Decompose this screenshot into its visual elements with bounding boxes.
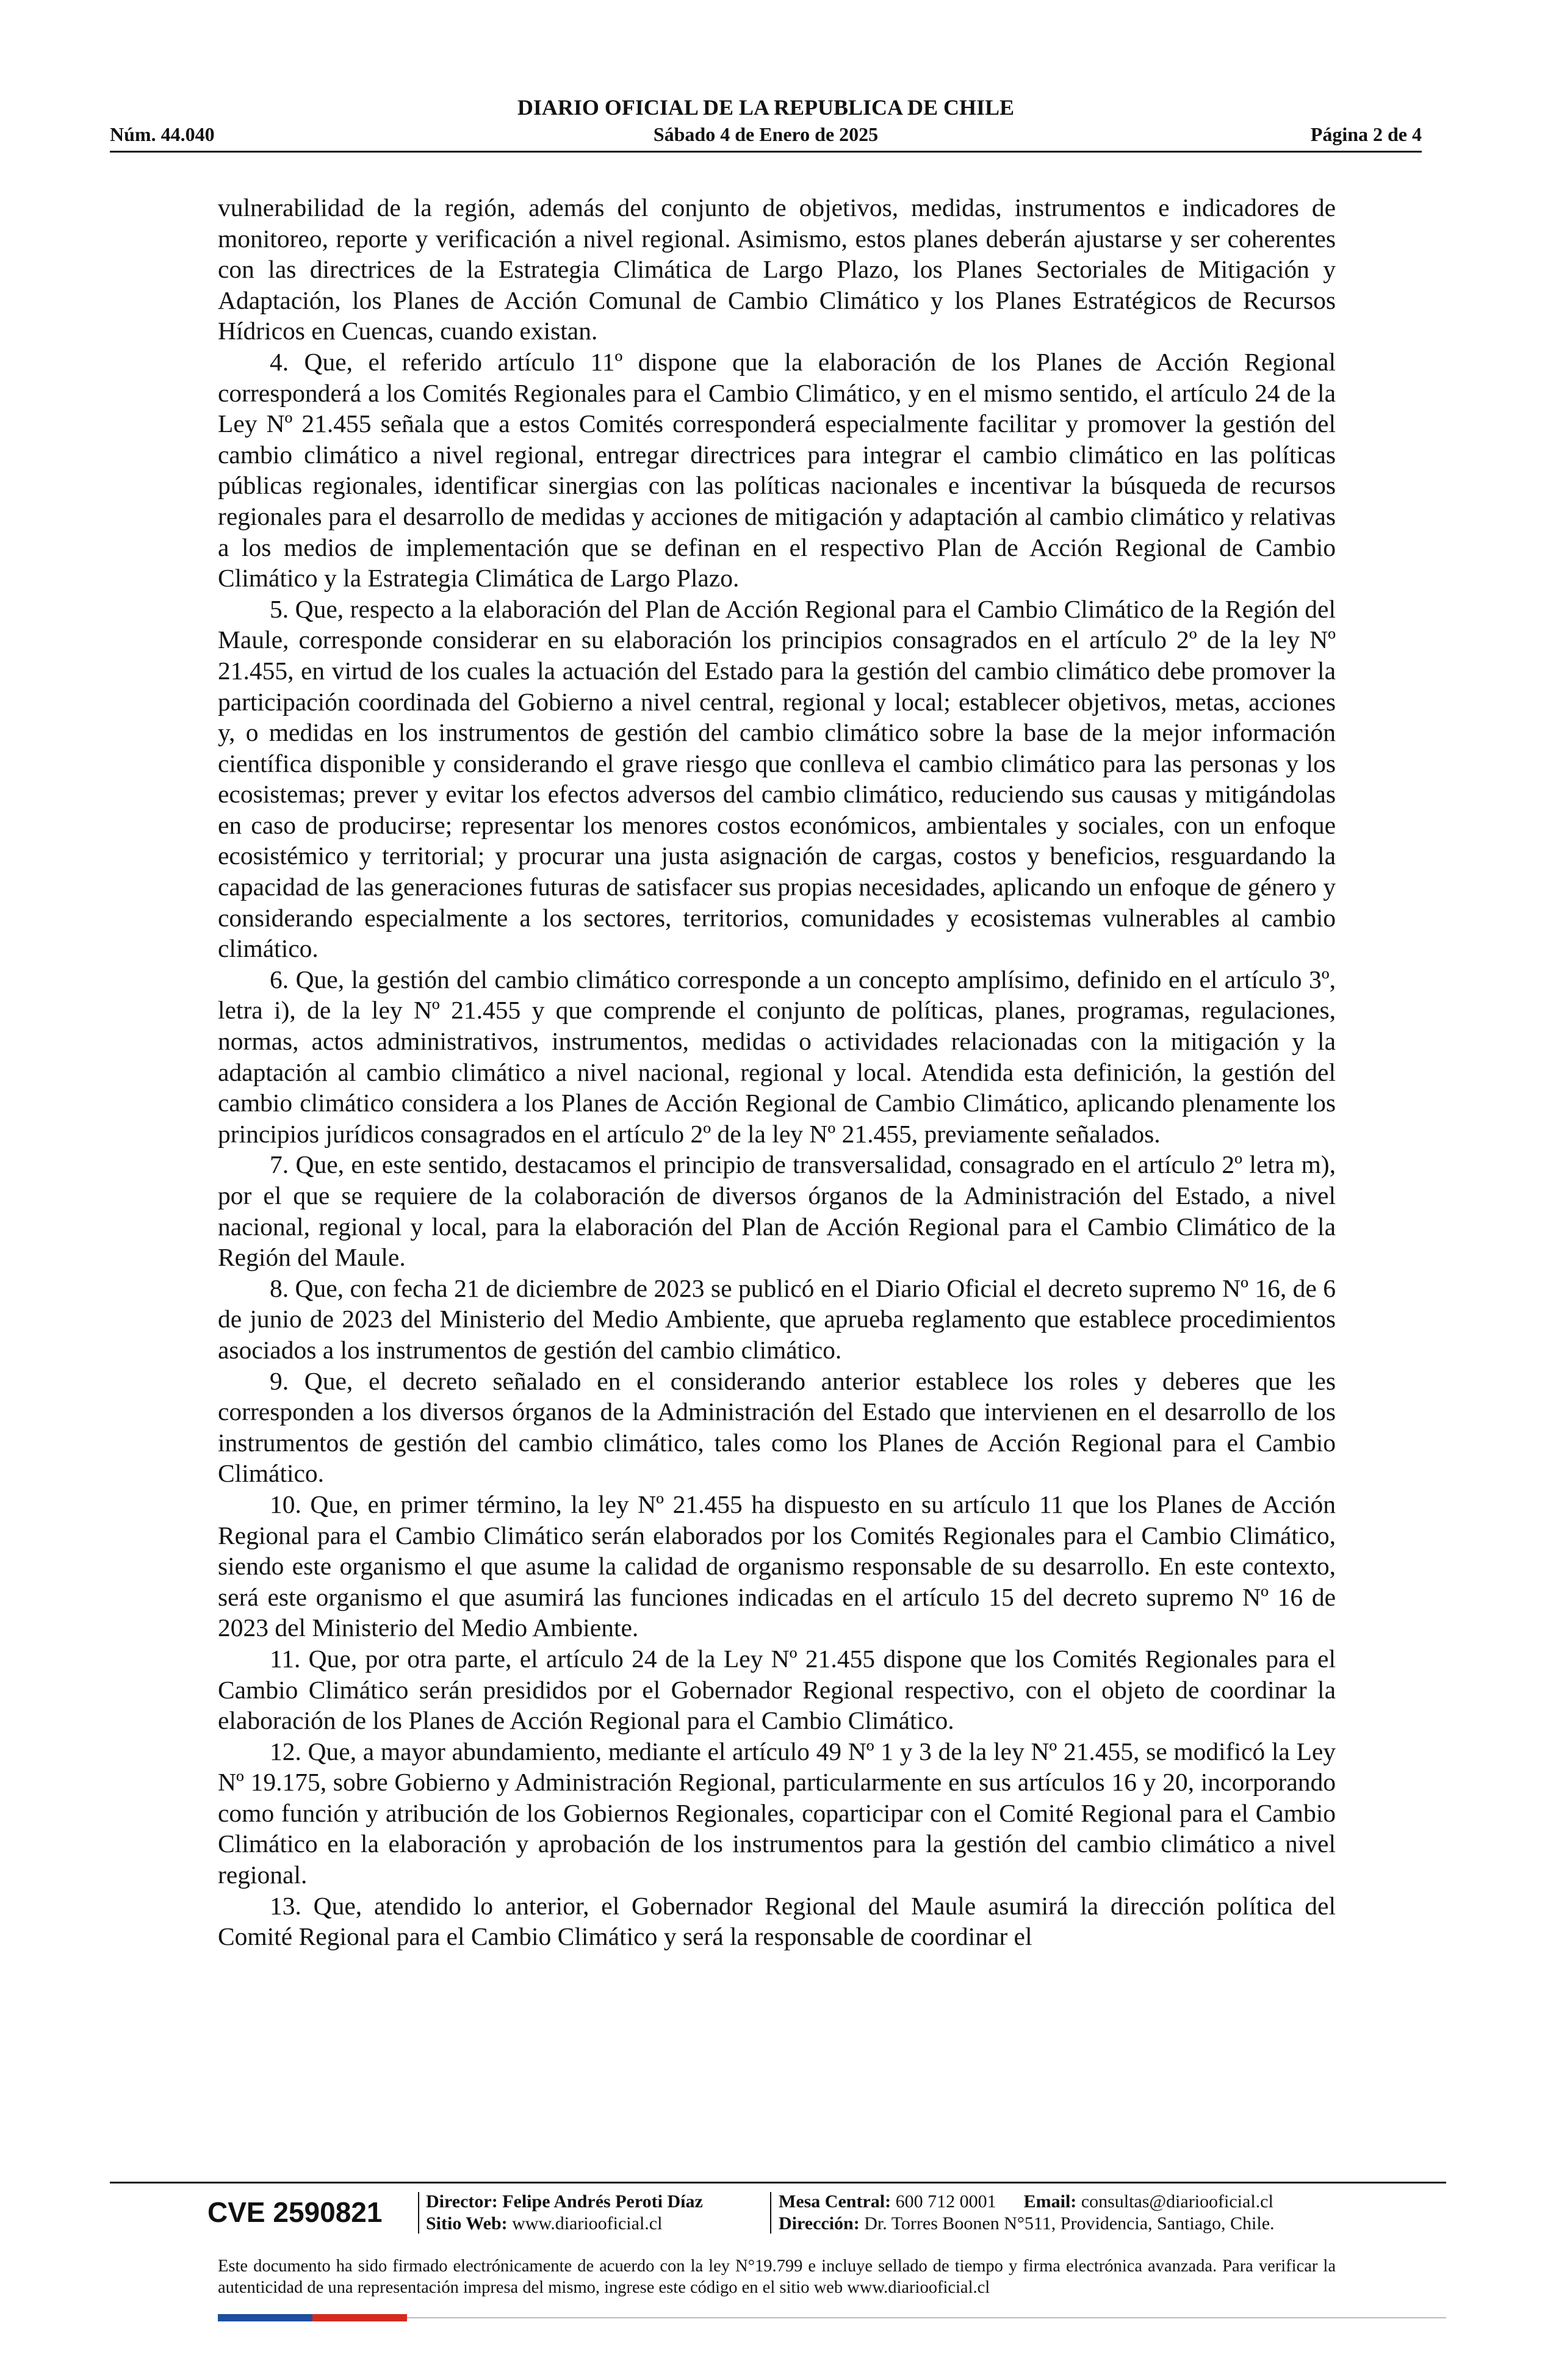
footer-divider (110, 2182, 1446, 2183)
mesa-phone: 600 712 0001 (895, 2191, 996, 2212)
paragraph-considerando-11: 11. Que, por otra parte, el artículo 24 de la Ley Nº 21.455 dispone que los Comités Regionales para el Cambio Climático serán presididos por el Gobernador Regional respectivo, con el objeto de coordinar la elaboración de los Planes de Acción Regional para el Cambio Climático. (218, 1644, 1336, 1735)
mesa-label: Mesa Central: (779, 2191, 891, 2212)
email-label: Email: (1023, 2191, 1077, 2212)
address-value: Dr. Torres Boonen N°511, Providencia, Santiago, Chile. (864, 2213, 1275, 2234)
paragraph-continued: vulnerabilidad de la región, además del conjunto de objetivos, medidas, instrumentos e indicadores de monitoreo, reporte y verificación a nivel regional. Asimismo, estos planes deberán ajustarse y ser coherentes con las directrices de la Estrategia Climática de Largo Plazo, los Planes Sectoriales de Mitigación y Adaptación, los Planes de Acción Comunal de Cambio Climático y los Planes Estratégicos de Recursos Hídricos en Cuencas, cuando existan. (218, 193, 1336, 345)
paragraph-considerando-4: 4. Que, el referido artículo 11º dispone que la elaboración de los Planes de Acción Regional corresponderá a los Comités Regionales para el Cambio Climático, y en el mismo sentido, el artículo 24 de la Ley Nº 21.455 señala que a estos Comités corresponderá especialmente facilitar y promover la gestión del cambio climático a nivel regional, entregar directrices para integrar el cambio climático en las políticas públicas regionales, identificar sinergias con las políticas nacionales e incentivar la búsqueda de recursos regionales para el desarrollo de medidas y acciones de mitigación y adaptación al cambio climático y relativas a los medios de implementación que se definan en el respectivo Plan de Acción Regional de Cambio Climático y la Estrategia Climática de Largo Plazo. (218, 347, 1336, 593)
paragraph-considerando-9: 9. Que, el decreto señalado en el considerando anterior establece los roles y deberes que les corresponden a los diversos órganos de la Administración del Estado que intervienen en el desarrollo de los instrumentos de gestión del cambio climático, tales como los Planes de Acción Regional para el Cambio Climático. (218, 1366, 1336, 1488)
footer-contact-block (779, 2191, 1275, 2235)
page-header (110, 95, 1422, 153)
cve-code: CVE 2590821 (207, 2196, 383, 2228)
paragraph-considerando-6: 6. Que, la gestión del cambio climático corresponde a un concepto amplísimo, definido en el artículo 3º, letra i), de la ley Nº 21.455 y que comprende el conjunto de políticas, planes, programas, regulaciones, normas, actos administrativos, instrumentos, medidas o actividades relacionadas con la mitigación y la adaptación al cambio climático a nivel nacional, regional y local. Atendida esta definición, la gestión del cambio climático considera a los Planes de Acción Regional de Cambio Climático, aplicando plenamente los principios jurídicos consagrados en el artículo 2º de la ley Nº 21.455, previamente señalados. (218, 965, 1336, 1148)
issue-number: Núm. 44.040 (110, 123, 215, 145)
flag-red-segment (312, 2314, 407, 2321)
publication-title: DIARIO OFICIAL DE LA REPUBLICA DE CHILE (517, 95, 1015, 120)
paragraph-considerando-13: 13. Que, atendido lo anterior, el Gobernador Regional del Maule asumirá la dirección política del Comité Regional para el Cambio Climático y será la responsable de coordinar el (218, 1891, 1336, 1951)
paragraph-considerando-5: 5. Que, respecto a la elaboración del Plan de Acción Regional para el Cambio Climático de la Región del Maule, corresponde considerar en su elaboración los principios consagrados en el artículo 2º de la ley Nº 21.455, en virtud de los cuales la actuación del Estado para la gestión del cambio climático debe promover la participación coordinada del Gobierno a nivel central, regional y local; establecer objetivos, metas, acciones y, o medidas en los instrumentos de gestión del cambio climático sobre la base de la mejor información científica disponible y considerando el grave riesgo que conlleva el cambio climático para las personas y los ecosistemas; prever y evitar los efectos adversos del cambio climático, reduciendo sus causas y mitigándolas en caso de producirse; representar los menores costos económicos, ambientales y sociales, con un enfoque ecosistémico y territorial; y procurar una justa asignación de cargas, costos y beneficios, resguardando la capacidad de las generaciones futuras de satisfacer sus propias necesidades, aplicando un enfoque de género y considerando especialmente a los sectores, territorios, comunidades y ecosistemas vulnerables al cambio climático. (218, 594, 1336, 963)
page-number: Página 2 de 4 (1310, 123, 1422, 145)
paragraph-considerando-10: 10. Que, en primer término, la ley Nº 21.455 ha dispuesto en su artículo 11 que los Planes de Acción Regional para el Cambio Climático serán elaborados por los Comités Regionales para el Cambio Climático, siendo este organismo el que asume la calidad de organismo responsable de su desarrollo. En este contexto, será este organismo el que asumirá las funciones indicadas en el artículo 15 del decreto supremo Nº 16 de 2023 del Ministerio del Medio Ambiente. (218, 1490, 1336, 1642)
director-label: Director: (426, 2191, 498, 2212)
chile-flag-stripe (218, 2314, 407, 2321)
footer-separator (770, 2192, 771, 2234)
email-link[interactable]: consultas@diariooficial.cl (1081, 2191, 1273, 2212)
paragraph-considerando-12: 12. Que, a mayor abundamiento, mediante el artículo 49 Nº 1 y 3 de la ley Nº 21.455, se modificó la Ley Nº 19.175, sobre Gobierno y Administración Regional, particularmente en sus artículos 16 y 20, incorporando como función y atribución de los Gobiernos Regionales, coparticipar con el Comité Regional para el Cambio Climático en la elaboración y aprobación de los instrumentos para la gestión del cambio climático a nivel regional. (218, 1737, 1336, 1889)
legal-text: Este documento ha sido firmado electrónicamente de acuerdo con la ley N°19.799 e incluye sellado de tiempo y firma electrónica avanzada. Para verificar la autenticidad de una representación impresa del mismo, ingrese este código en el sitio web www.diariooficial.cl (218, 2257, 1336, 2297)
issue-date: Sábado 4 de Enero de 2025 (653, 123, 879, 145)
director-name: Felipe Andrés Peroti Díaz (502, 2191, 703, 2212)
address-label: Dirección: (779, 2213, 860, 2234)
paragraph-considerando-7: 7. Que, en este sentido, destacamos el principio de transversalidad, consagrado en el artículo 2º letra m), por el que se requiere de la colaboración de diversos órganos de la Administración del Estado, a nivel nacional, regional y local, para la elaboración del Plan de Acción Regional para el Cambio Climático de la Región del Maule. (218, 1150, 1336, 1272)
paragraph-considerando-8: 8. Que, con fecha 21 de diciembre de 2023 se publicó en el Diario Oficial el decreto supremo Nº 16, de 6 de junio de 2023 del Ministerio del Medio Ambiente, que aprueba reglamento que establece procedimientos asociados a los instrumentos de gestión del cambio climático. (218, 1274, 1336, 1364)
site-link[interactable]: www.diariooficial.cl (512, 2213, 663, 2234)
flag-blue-segment (218, 2314, 312, 2321)
legal-notice (218, 2256, 1336, 2298)
document-body (218, 192, 1336, 1952)
site-label: Sitio Web: (426, 2213, 508, 2234)
footer-separator (418, 2192, 419, 2234)
footer-director-block (426, 2191, 703, 2235)
